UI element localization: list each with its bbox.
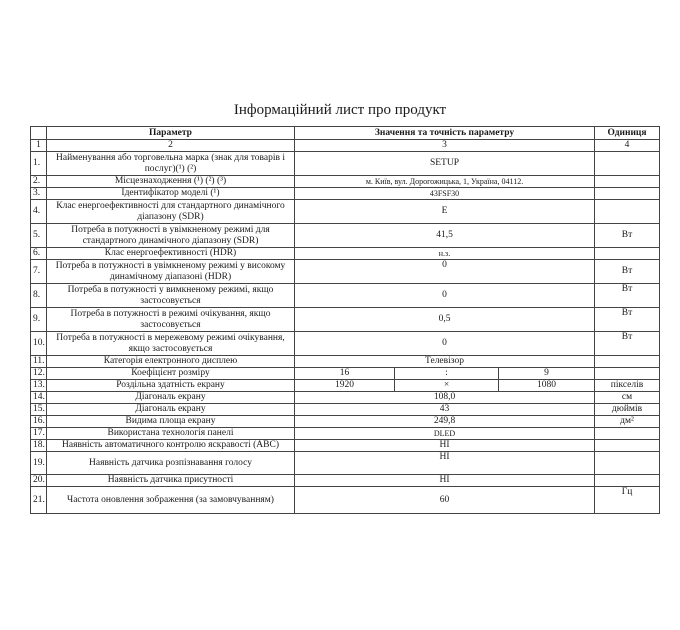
row-number: 6.	[31, 248, 47, 260]
table-row	[31, 332, 660, 356]
table-row	[31, 356, 660, 368]
row-parameter: Наявність датчика розпізнавання голосу	[47, 452, 295, 475]
row-parameter: Коефіцієнт розміру	[47, 368, 295, 380]
row-parameter: Потреба в потужності в режимі очікування, якщо застосовується	[47, 308, 295, 332]
row-value: E	[295, 200, 595, 224]
row-value-separator: ×	[395, 380, 499, 392]
row-number: 9.	[31, 308, 47, 332]
row-parameter: Ідентифікатор моделі (¹)	[47, 188, 295, 200]
index-row	[31, 140, 660, 152]
row-parameter: Видима площа екрану	[47, 416, 295, 428]
row-parameter: Роздільна здатність екрану	[47, 380, 295, 392]
row-value: НІ	[295, 440, 595, 452]
row-unit: Вт	[595, 224, 660, 248]
row-number: 4.	[31, 200, 47, 224]
row-number: 20.	[31, 475, 47, 487]
row-parameter: Наявність датчика присутності	[47, 475, 295, 487]
index-cell: 4	[595, 140, 660, 152]
row-parameter: Місцезнаходження (¹) (²) (³)	[47, 176, 295, 188]
row-unit	[595, 248, 660, 260]
row-unit: пікселів	[595, 380, 660, 392]
index-cell: 3	[295, 140, 595, 152]
row-number: 21.	[31, 487, 47, 514]
row-unit: дюймів	[595, 404, 660, 416]
row-number: 8.	[31, 284, 47, 308]
row-parameter: Потреба в потужності в мережевому режимі очікування, якщо застосовується	[47, 332, 295, 356]
row-value-part: 1920	[295, 380, 395, 392]
row-value: 43	[295, 404, 595, 416]
row-parameter: Клас енергоефективності (HDR)	[47, 248, 295, 260]
row-value: НІ	[295, 452, 595, 475]
row-number: 1.	[31, 152, 47, 176]
row-parameter: Діагональ екрану	[47, 392, 295, 404]
row-unit	[595, 356, 660, 368]
row-value: Телевізор	[295, 356, 595, 368]
table-row	[31, 176, 660, 188]
header-parameter: Параметр	[47, 127, 295, 140]
row-value: 249,8	[295, 416, 595, 428]
row-value: 43FSF30	[295, 188, 595, 200]
row-value: 60	[295, 487, 595, 514]
row-value: 0,5	[295, 308, 595, 332]
table-row	[31, 200, 660, 224]
row-unit	[595, 176, 660, 188]
index-cell: 2	[47, 140, 295, 152]
row-unit	[595, 152, 660, 176]
row-unit: см	[595, 392, 660, 404]
row-parameter: Потреба в потужності в увімкненому режимі для стандартного динамічного діапазону (SDR)	[47, 224, 295, 248]
row-value: 108,0	[295, 392, 595, 404]
table-row	[31, 392, 660, 404]
row-parameter: Діагональ екрану	[47, 404, 295, 416]
row-value: м. Київ, вул. Дорогожицька, 1, Україна, 04112.	[295, 176, 595, 188]
header-unit: Одиниця	[595, 127, 660, 140]
row-unit	[595, 368, 660, 380]
table-row	[31, 152, 660, 176]
table-row	[31, 487, 660, 514]
row-number: 2.	[31, 176, 47, 188]
row-parameter: Найменування або торговельна марка (знак для товарів і послуг)(¹) (²)	[47, 152, 295, 176]
row-unit: Вт	[595, 260, 660, 284]
row-number: 17.	[31, 428, 47, 440]
row-value-part: 16	[295, 368, 395, 380]
row-unit: Вт	[595, 308, 660, 332]
row-value-separator: :	[395, 368, 499, 380]
row-unit: Вт	[595, 332, 660, 356]
table-row	[31, 428, 660, 440]
row-unit	[595, 200, 660, 224]
row-number: 3.	[31, 188, 47, 200]
table-row	[31, 368, 660, 380]
row-unit: дм²	[595, 416, 660, 428]
row-value: н.з.	[295, 248, 595, 260]
row-parameter: Потреба в потужності в увімкненому режимі у високому динамічному діапазоні (HDR)	[47, 260, 295, 284]
header-row	[31, 127, 660, 140]
row-unit	[595, 440, 660, 452]
table-row	[31, 260, 660, 284]
row-unit	[595, 475, 660, 487]
row-value: НІ	[295, 475, 595, 487]
row-number: 5.	[31, 224, 47, 248]
row-value-part: 9	[499, 368, 595, 380]
row-value: DLED	[295, 428, 595, 440]
row-unit: Гц	[595, 487, 660, 514]
table-row	[31, 188, 660, 200]
row-number: 11.	[31, 356, 47, 368]
row-number: 19.	[31, 452, 47, 475]
table-row	[31, 404, 660, 416]
table-row	[31, 308, 660, 332]
table-row	[31, 248, 660, 260]
row-number: 14.	[31, 392, 47, 404]
row-number: 16.	[31, 416, 47, 428]
row-parameter: Частота оновлення зображення (за замовчуванням)	[47, 487, 295, 514]
row-number: 7.	[31, 260, 47, 284]
row-unit	[595, 428, 660, 440]
header-num	[31, 127, 47, 140]
table-row	[31, 416, 660, 428]
row-value: 41,5	[295, 224, 595, 248]
index-cell: 1	[31, 140, 47, 152]
row-number: 12.	[31, 368, 47, 380]
row-parameter: Використана технологія панелі	[47, 428, 295, 440]
product-info-table	[30, 126, 660, 514]
row-value: 0	[295, 260, 595, 284]
row-unit	[595, 188, 660, 200]
header-value: Значення та точність параметру	[295, 127, 595, 140]
row-parameter: Потреба в потужності у вимкненому режимі, якщо застосовується	[47, 284, 295, 308]
row-number: 10.	[31, 332, 47, 356]
row-value-part: 1080	[499, 380, 595, 392]
row-parameter: Категорія електронного дисплею	[47, 356, 295, 368]
row-number: 13.	[31, 380, 47, 392]
row-parameter: Клас енергоефективності для стандартного динамічного діапазону (SDR)	[47, 200, 295, 224]
table-row	[31, 452, 660, 475]
row-value: 0	[295, 332, 595, 356]
row-unit: Вт	[595, 284, 660, 308]
row-unit	[595, 452, 660, 475]
table-row	[31, 380, 660, 392]
table-row	[31, 284, 660, 308]
row-number: 18.	[31, 440, 47, 452]
row-value: SETUP	[295, 152, 595, 176]
row-parameter: Наявність автоматичного контролю яскравості (ABC)	[47, 440, 295, 452]
table-row	[31, 224, 660, 248]
document-title: Інформаційний лист про продукт	[233, 102, 447, 118]
table-row	[31, 440, 660, 452]
table-row	[31, 475, 660, 487]
row-value: 0	[295, 284, 595, 308]
row-number: 15.	[31, 404, 47, 416]
